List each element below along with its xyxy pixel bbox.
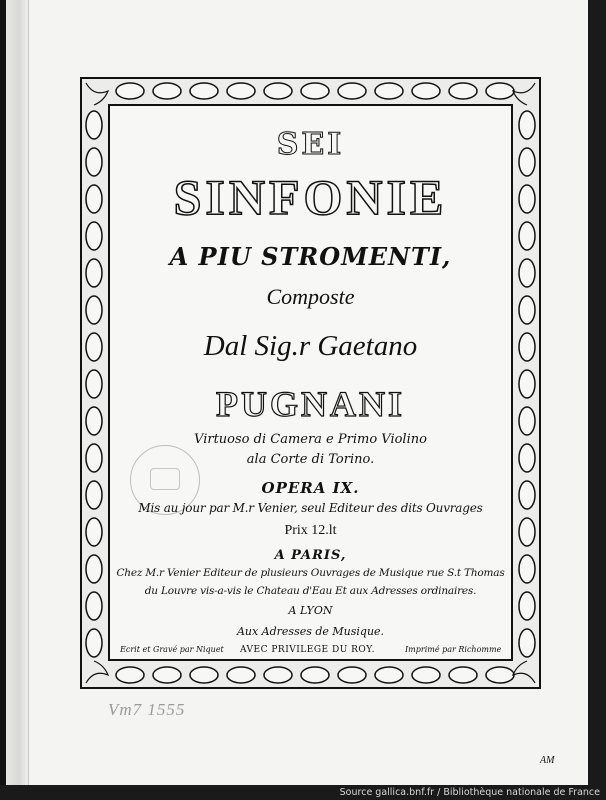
border-bead <box>519 481 535 509</box>
address-line-1: Chez M.r Venier Editeur de plusieurs Ouvrages de Musique rue S.t Thomas <box>116 567 505 579</box>
corner-leaf-icon <box>86 661 108 683</box>
opus-number: OPERA IX. <box>261 479 360 497</box>
border-bead <box>519 629 535 657</box>
border-bead <box>86 481 102 509</box>
title-sei: SEI <box>276 127 345 162</box>
corner-leaf-icon <box>513 661 535 683</box>
source-credit: Source gallica.bnf.fr / Bibliothèque nationale de France <box>0 785 606 800</box>
border-bead <box>519 444 535 472</box>
border-bead <box>86 444 102 472</box>
subtitle-composte: Composte <box>266 284 355 309</box>
border-bead <box>519 518 535 546</box>
border-bead <box>190 83 218 99</box>
corner-leaf-icon <box>86 83 108 105</box>
composer-title: Virtuoso di Camera e Primo Violino <box>194 432 427 447</box>
engraver-credit: Ecrit et Gravé par Niquet <box>120 645 224 654</box>
border-bead <box>227 667 255 683</box>
border-bead <box>412 667 440 683</box>
border-bead <box>86 148 102 176</box>
composer-prefix: Dal Sig.r Gaetano <box>203 330 418 362</box>
border-bead <box>486 83 514 99</box>
border-bead <box>86 222 102 250</box>
border-bead <box>301 667 329 683</box>
border-bead <box>86 370 102 398</box>
composer-court: ala Corte di Torino. <box>246 452 375 467</box>
border-bead <box>86 555 102 583</box>
border-bead <box>338 667 366 683</box>
city-lyon: A LYON <box>288 604 333 617</box>
border-bead <box>449 83 477 99</box>
title-sinfonie: SINFONIE <box>173 169 448 225</box>
price: Prix 12.lt <box>284 523 337 538</box>
border-bead <box>519 333 535 361</box>
border-bead <box>264 667 292 683</box>
border-bead <box>519 296 535 324</box>
border-bead <box>153 83 181 99</box>
border-bead <box>519 407 535 435</box>
border-bead <box>86 259 102 287</box>
composer-name: PUGNANI <box>216 384 405 424</box>
border-bead <box>412 83 440 99</box>
publisher-note: Mis au jour par M.r Venier, seul Editeur des dits Ouvrages <box>138 501 483 515</box>
border-bead <box>86 592 102 620</box>
border-bead <box>486 667 514 683</box>
border-bead <box>86 518 102 546</box>
border-bead <box>264 83 292 99</box>
border-bead <box>519 592 535 620</box>
border-bead <box>375 667 403 683</box>
page-binding <box>6 0 29 785</box>
border-bead <box>338 83 366 99</box>
border-bead <box>519 259 535 287</box>
border-bead <box>519 555 535 583</box>
border-bead <box>227 83 255 99</box>
border-bead <box>86 407 102 435</box>
subtitle-stromenti: A PIU STROMENTI, <box>169 242 452 271</box>
border-bead <box>519 185 535 213</box>
border-bead <box>153 667 181 683</box>
border-bead <box>86 333 102 361</box>
address-line-2: du Louvre vis-a-vis le Chateau d'Eau Et aux Adresses ordinaires. <box>144 585 477 597</box>
handwritten-shelfmark: Vm7 1555 <box>108 700 186 719</box>
border-bead <box>86 111 102 139</box>
city-paris: A PARIS, <box>274 548 347 563</box>
border-bead <box>519 370 535 398</box>
corner-annotation: AM <box>540 755 555 766</box>
printer-credit: Imprimé par Richomme <box>405 645 502 654</box>
border-bead <box>86 629 102 657</box>
border-bead <box>375 83 403 99</box>
corner-leaf-icon <box>513 83 535 105</box>
border-bead <box>301 83 329 99</box>
royal-privilege: AVEC PRIVILEGE DU ROY. <box>240 645 375 655</box>
border-bead <box>519 222 535 250</box>
border-bead <box>190 667 218 683</box>
border-bead <box>116 83 144 99</box>
border-bead <box>86 296 102 324</box>
border-bead <box>449 667 477 683</box>
border-bead <box>519 111 535 139</box>
lyon-address: Aux Adresses de Musique. <box>236 625 385 638</box>
border-bead <box>116 667 144 683</box>
border-bead <box>86 185 102 213</box>
border-bead <box>519 148 535 176</box>
